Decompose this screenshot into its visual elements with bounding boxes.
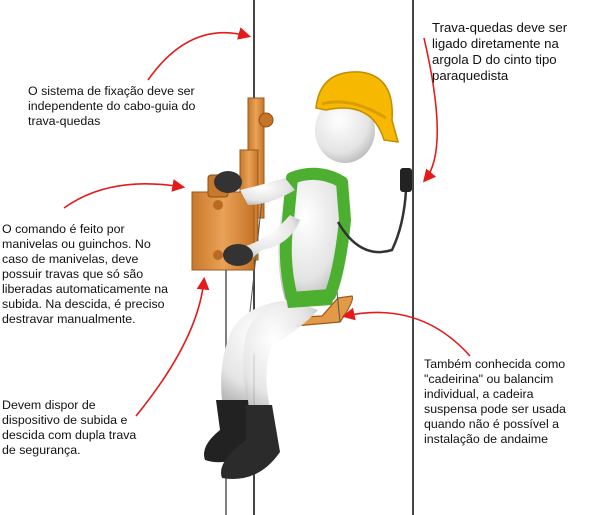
annotation-safety-device: Devem dispor de dispositivo de subida e descida com dupla trava de segurança. — [2, 398, 137, 457]
annotation-fall-arrester: Trava-quedas deve ser ligado diretamente na argola D do cinto tipo paraquedista — [432, 20, 568, 83]
fall-arrester — [400, 168, 412, 192]
arrow-control — [64, 184, 182, 208]
annotation-fixing-system: O sistema de fixação deve ser independente do cabo-guia do trava-quedas — [28, 84, 196, 128]
arrow-chair — [345, 312, 470, 356]
annotation-control: O comando é feito por manivelas ou guinchos. No caso de manivelas, deve possuir travas que só são liberadas automaticamente na subida. Na descida, é preciso destravar manualmente. — [2, 222, 168, 326]
arrow-fixing-system — [148, 33, 248, 80]
annotation-chair: Também conhecida como "cadeirina" ou balancim individual, a cadeira suspensa pode ser usada quando não é possível a instalação de andaime — [424, 357, 566, 446]
worker-figure — [204, 72, 412, 479]
